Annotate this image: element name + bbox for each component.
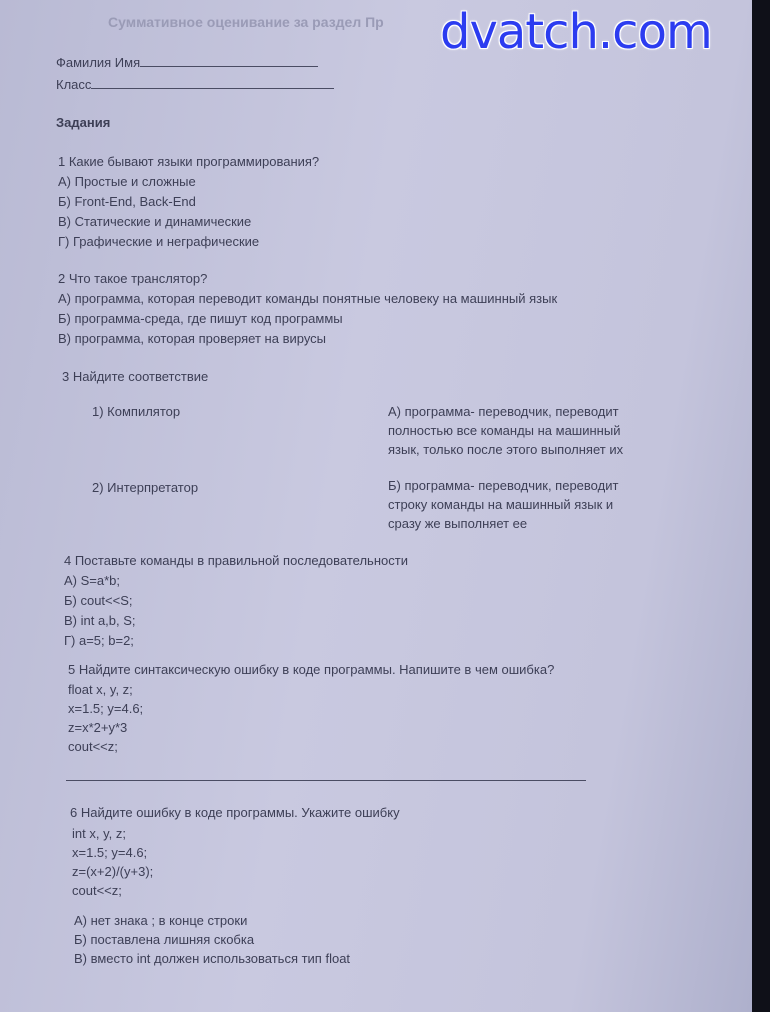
q4-option-c: В) int a,b, S; — [64, 613, 136, 628]
q5-code-line4: cout<<z; — [68, 739, 118, 754]
q3-def-a-line3: язык, только после этого выполняет их — [388, 442, 624, 457]
q3-term-compiler: 1) Компилятор — [92, 404, 181, 419]
q1-option-d: Г) Графические и неграфические — [58, 234, 260, 249]
class-field — [56, 77, 334, 92]
q5-code-line2: x=1.5; y=4.6; — [68, 701, 144, 716]
q6-code-line4: cout<<z; — [72, 883, 122, 898]
class-label: Класс — [56, 77, 92, 92]
q3-term-interpreter: 2) Интерпретатор — [92, 480, 199, 495]
dark-edge — [752, 0, 770, 1012]
q2-question: 2 Что такое транслятор? — [58, 271, 208, 286]
q6-code-line2: x=1.5; y=4.6; — [72, 845, 148, 860]
q3-def-a-line1: А) программа- переводчик, переводит — [388, 404, 619, 419]
tasks-heading: Задания — [56, 115, 111, 130]
name-underline — [140, 55, 318, 67]
q1-question: 1 Какие бывают языки программирования? — [58, 154, 320, 169]
name-label: Фамилия Имя — [56, 55, 141, 70]
q3-def-a-line2: полностью все команды на машинный — [388, 423, 621, 438]
q5-code-line3: z=x*2+y*3 — [68, 720, 128, 735]
q4-option-a: А) S=a*b; — [64, 573, 121, 588]
q1-option-c: В) Статические и динамические — [58, 214, 252, 229]
q4-question: 4 Поставьте команды в правильной последовательности — [64, 553, 408, 568]
q6-option-b: Б) поставлена лишняя скобка — [74, 932, 255, 947]
q6-code-line1: int x, y, z; — [72, 826, 126, 841]
q6-option-c: В) вместо int должен использоваться тип float — [74, 951, 351, 966]
q3-def-b-line1: Б) программа- переводчик, переводит — [388, 478, 619, 493]
q4-option-b: Б) cout<<S; — [64, 593, 133, 608]
page-title: Суммативное оценивание за раздел Пр — [108, 14, 384, 30]
q5-answer-line — [66, 780, 586, 781]
q3-def-b-line3: сразу же выполняет ее — [388, 516, 528, 531]
q5-question: 5 Найдите синтаксическую ошибку в коде программы. Напишите в чем ошибка? — [68, 662, 555, 677]
q1-option-b: Б) Front-End, Back-End — [58, 194, 196, 209]
q6-question: 6 Найдите ошибку в коде программы. Укажите ошибку — [70, 805, 400, 820]
q3-question: 3 Найдите соответствие — [62, 369, 209, 384]
q5-code-line1: float x, y, z; — [68, 682, 133, 697]
class-underline — [91, 77, 334, 89]
q1-option-a: А) Простые и сложные — [58, 174, 196, 189]
q4-option-d: Г) a=5; b=2; — [64, 633, 134, 648]
q2-option-c: В) программа, которая проверяет на вирусы — [58, 331, 327, 346]
watermark: dvatch.com — [440, 4, 712, 60]
q6-code-line3: z=(x+2)/(y+3); — [72, 864, 154, 879]
q6-option-a: А) нет знака ; в конце строки — [74, 913, 248, 928]
q2-option-a: А) программа, которая переводит команды понятные человеку на машинный язык — [58, 291, 558, 306]
q2-option-b: Б) программа-среда, где пишут код программы — [58, 311, 343, 326]
q3-def-b-line2: строку команды на машинный язык и — [388, 497, 614, 512]
name-field — [56, 55, 318, 70]
